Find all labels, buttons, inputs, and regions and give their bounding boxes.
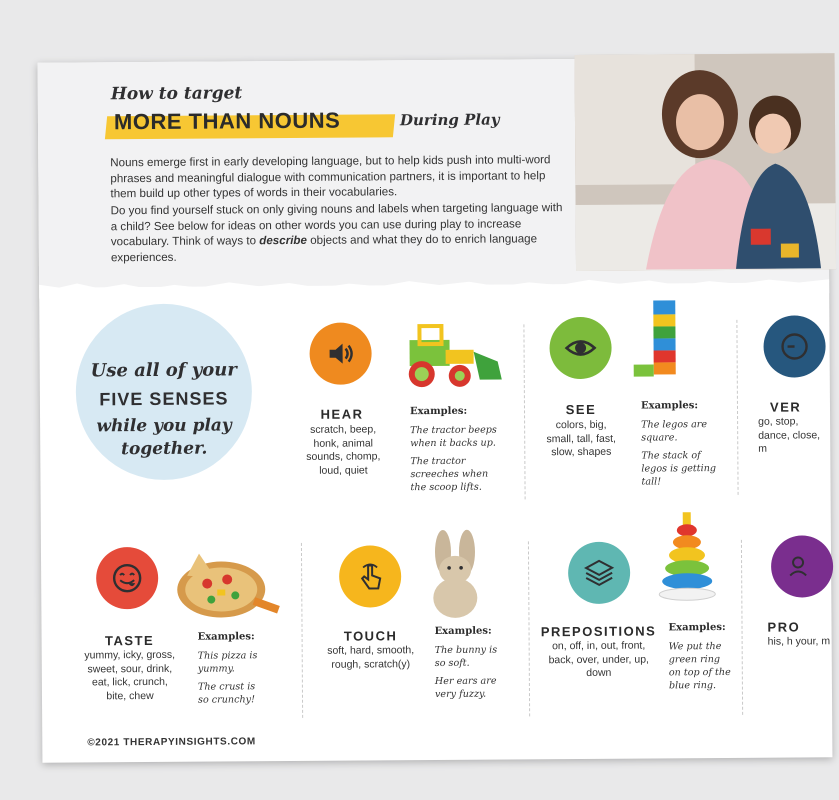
- clock-icon: [763, 315, 825, 377]
- card-examples: The legos are square. The stack of legos is getting tall!: [641, 419, 717, 488]
- card-words: his, h your, m: [767, 635, 831, 648]
- card-examples: The bunny is so soft. Her ears are very fuzzy.: [434, 644, 498, 701]
- divider: [736, 320, 738, 495]
- examples-heading: Examples:: [409, 405, 468, 418]
- card-label: PREPOSITIONS: [540, 623, 657, 640]
- circle-line-3: while you play together.: [96, 415, 232, 460]
- card-examples: We put the green ring on top of the blue ring.: [668, 641, 731, 692]
- card-label: PRO: [767, 619, 801, 635]
- lego-stack-image: [631, 298, 692, 380]
- card-label: VER: [769, 399, 802, 415]
- circle-line-2: FIVE SENSES: [99, 388, 229, 410]
- copyright-footer: ©2021 THERAPYINSIGHTS.COM: [87, 736, 256, 749]
- stacking-rings-image: [653, 510, 720, 602]
- examples-heading: Examples:: [640, 400, 699, 412]
- examples-heading: Examples:: [668, 621, 726, 634]
- card-words: scratch, beep, honk, animal sounds, chomp, loud, quiet: [306, 423, 381, 477]
- header-photo: [575, 53, 837, 271]
- card-label: TOUCH: [343, 628, 398, 644]
- divider: [523, 324, 525, 499]
- circle-line-1: Use all of your: [90, 359, 237, 382]
- plush-bunny-image: [421, 530, 492, 620]
- divider: [301, 543, 303, 718]
- intro-paragraph: Nouns emerge first in early developing language, but to help kids push into multi-word phrases and meaningful dialogue with communication partners, it is important to help them build up other types of words in their vocabularies.: [110, 153, 551, 201]
- page-title: MORE THAN NOUNS: [113, 107, 341, 135]
- card-label: SEE: [565, 401, 597, 418]
- card-words: colors, big, small, tall, fast, slow, shapes: [546, 418, 616, 459]
- card-examples: The tractor beeps when it backs up. The tractor screeches when the scoop lifts.: [410, 424, 497, 494]
- card-words: go, stop, dance, close, m: [758, 415, 821, 455]
- kicker-text: How to target: [110, 83, 243, 105]
- divider: [528, 541, 530, 716]
- title-block: [110, 108, 340, 136]
- toy-tractor-image: [397, 321, 507, 390]
- card-examples: This pizza is yummy. The crust is so crunchy!: [197, 650, 258, 706]
- layers-icon: [568, 542, 630, 604]
- speaker-icon: [309, 322, 371, 384]
- finger-touch-icon: [339, 545, 401, 607]
- card-words: yummy, icky, gross, sweet, sour, drink, eat, lick, crunch, bite, chew: [84, 648, 176, 702]
- title-suffix: During Play: [399, 110, 500, 130]
- card-label: HEAR: [320, 406, 364, 422]
- torn-paper-edge: [39, 269, 829, 299]
- toy-pizza-image: [169, 549, 282, 624]
- instructions-paragraph: Do you find yourself stuck on only giving nouns and labels when targeting language with a child? See below for ideas on other words you can use during play to increase vocabulary. Think of ways to describe objects and what they do to enrich language experiences.: [110, 201, 563, 264]
- card-words: on, off, in, out, front, back, over, under, up, down: [548, 639, 649, 679]
- card-label: TASTE: [104, 632, 155, 649]
- people-icon: [771, 535, 833, 597]
- card-words: soft, hard, smooth, rough, scratch(y): [327, 644, 415, 671]
- tongue-face-icon: [96, 547, 158, 609]
- five-senses-circle: [75, 303, 252, 480]
- worksheet: [38, 57, 833, 762]
- eye-icon: [549, 317, 611, 379]
- examples-heading: Examples:: [197, 631, 255, 643]
- examples-heading: Examples:: [434, 625, 492, 638]
- divider: [741, 540, 743, 715]
- emphasis-describe: describe: [259, 233, 307, 248]
